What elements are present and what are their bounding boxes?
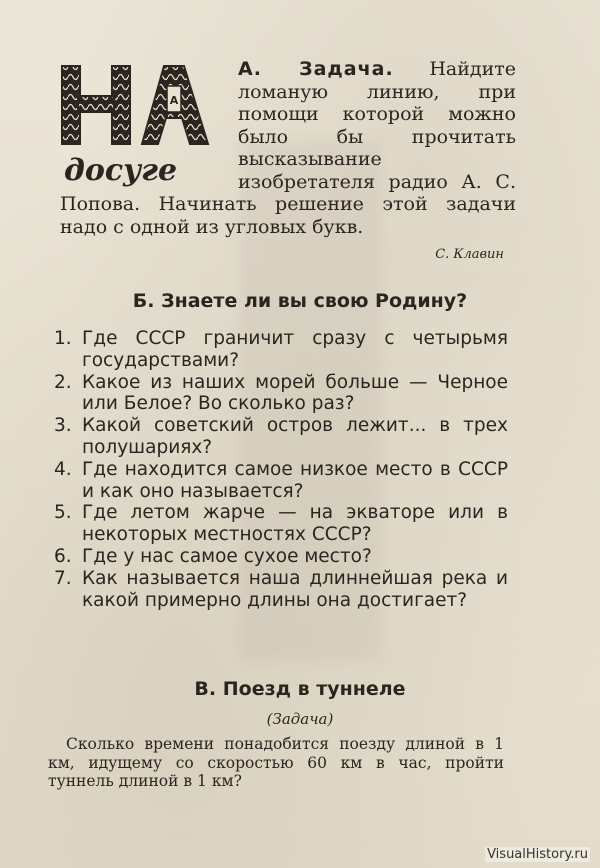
item-number: 2. [54,371,72,393]
source-watermark: VisualHistory.ru [487,847,588,862]
problem-c-title: В. Поезд в туннеле [194,678,406,700]
logo-center-letter: А [169,94,179,107]
item-text: Какой советский остров лежит... в трех полушариях? [82,415,508,458]
list-item [54,415,508,459]
item-number: 1. [54,328,72,349]
list-item [54,568,508,612]
problem-a-text [60,58,516,238]
item-text: Где летом жарче — на экваторе или в некоторых местностях СССР? [82,502,508,546]
item-text: Где находится самое низкое место в СССР и как оно называется? [82,458,508,502]
logo-script-word: досуге [64,153,178,188]
item-text: Где СССР граничит сразу с четырьмя государствами? [82,328,508,371]
item-text: Где у нас самое сухое место? [82,545,372,567]
problem-b-list [54,328,508,611]
item-text: Как называется наша длиннейшая река и какой примерно длины она достигает? [82,567,508,611]
list-item [54,459,508,503]
problem-c-text [48,735,504,791]
problem-c-body: Сколько времени понадобится поезду длиной в 1 км, идущему со скоростью 60 км в час, пройти туннель длиной в 1 км? [48,735,504,790]
item-number: 4. [54,458,72,480]
problem-c-subtitle: (Задача) [266,710,334,728]
bleed-through-text [58,795,513,823]
problem-a-body: Найдите ломаную линию, при помощи которой можно было бы прочитать высказывание изобретателя радио А. С. Попова. Начинать решение этой задачи надо с одной из угловых букв. [60,58,516,238]
problem-b-title: Б. Знаете ли вы свою Родину? [132,290,468,312]
problem-a-author: С. Клавин [435,247,504,262]
logo-space [60,58,238,182]
item-number: 3. [54,415,72,437]
item-number: 5. [54,502,72,524]
list-item [54,328,508,372]
item-text: Какое из наших морей больше — Черное или Белое? Во сколько раз? [82,371,508,415]
item-number: 6. [54,545,72,567]
list-item [54,546,508,568]
list-item [54,502,508,546]
item-number: 7. [54,567,72,589]
list-item [54,372,508,416]
problem-a-heading: А. Задача. [238,58,394,80]
